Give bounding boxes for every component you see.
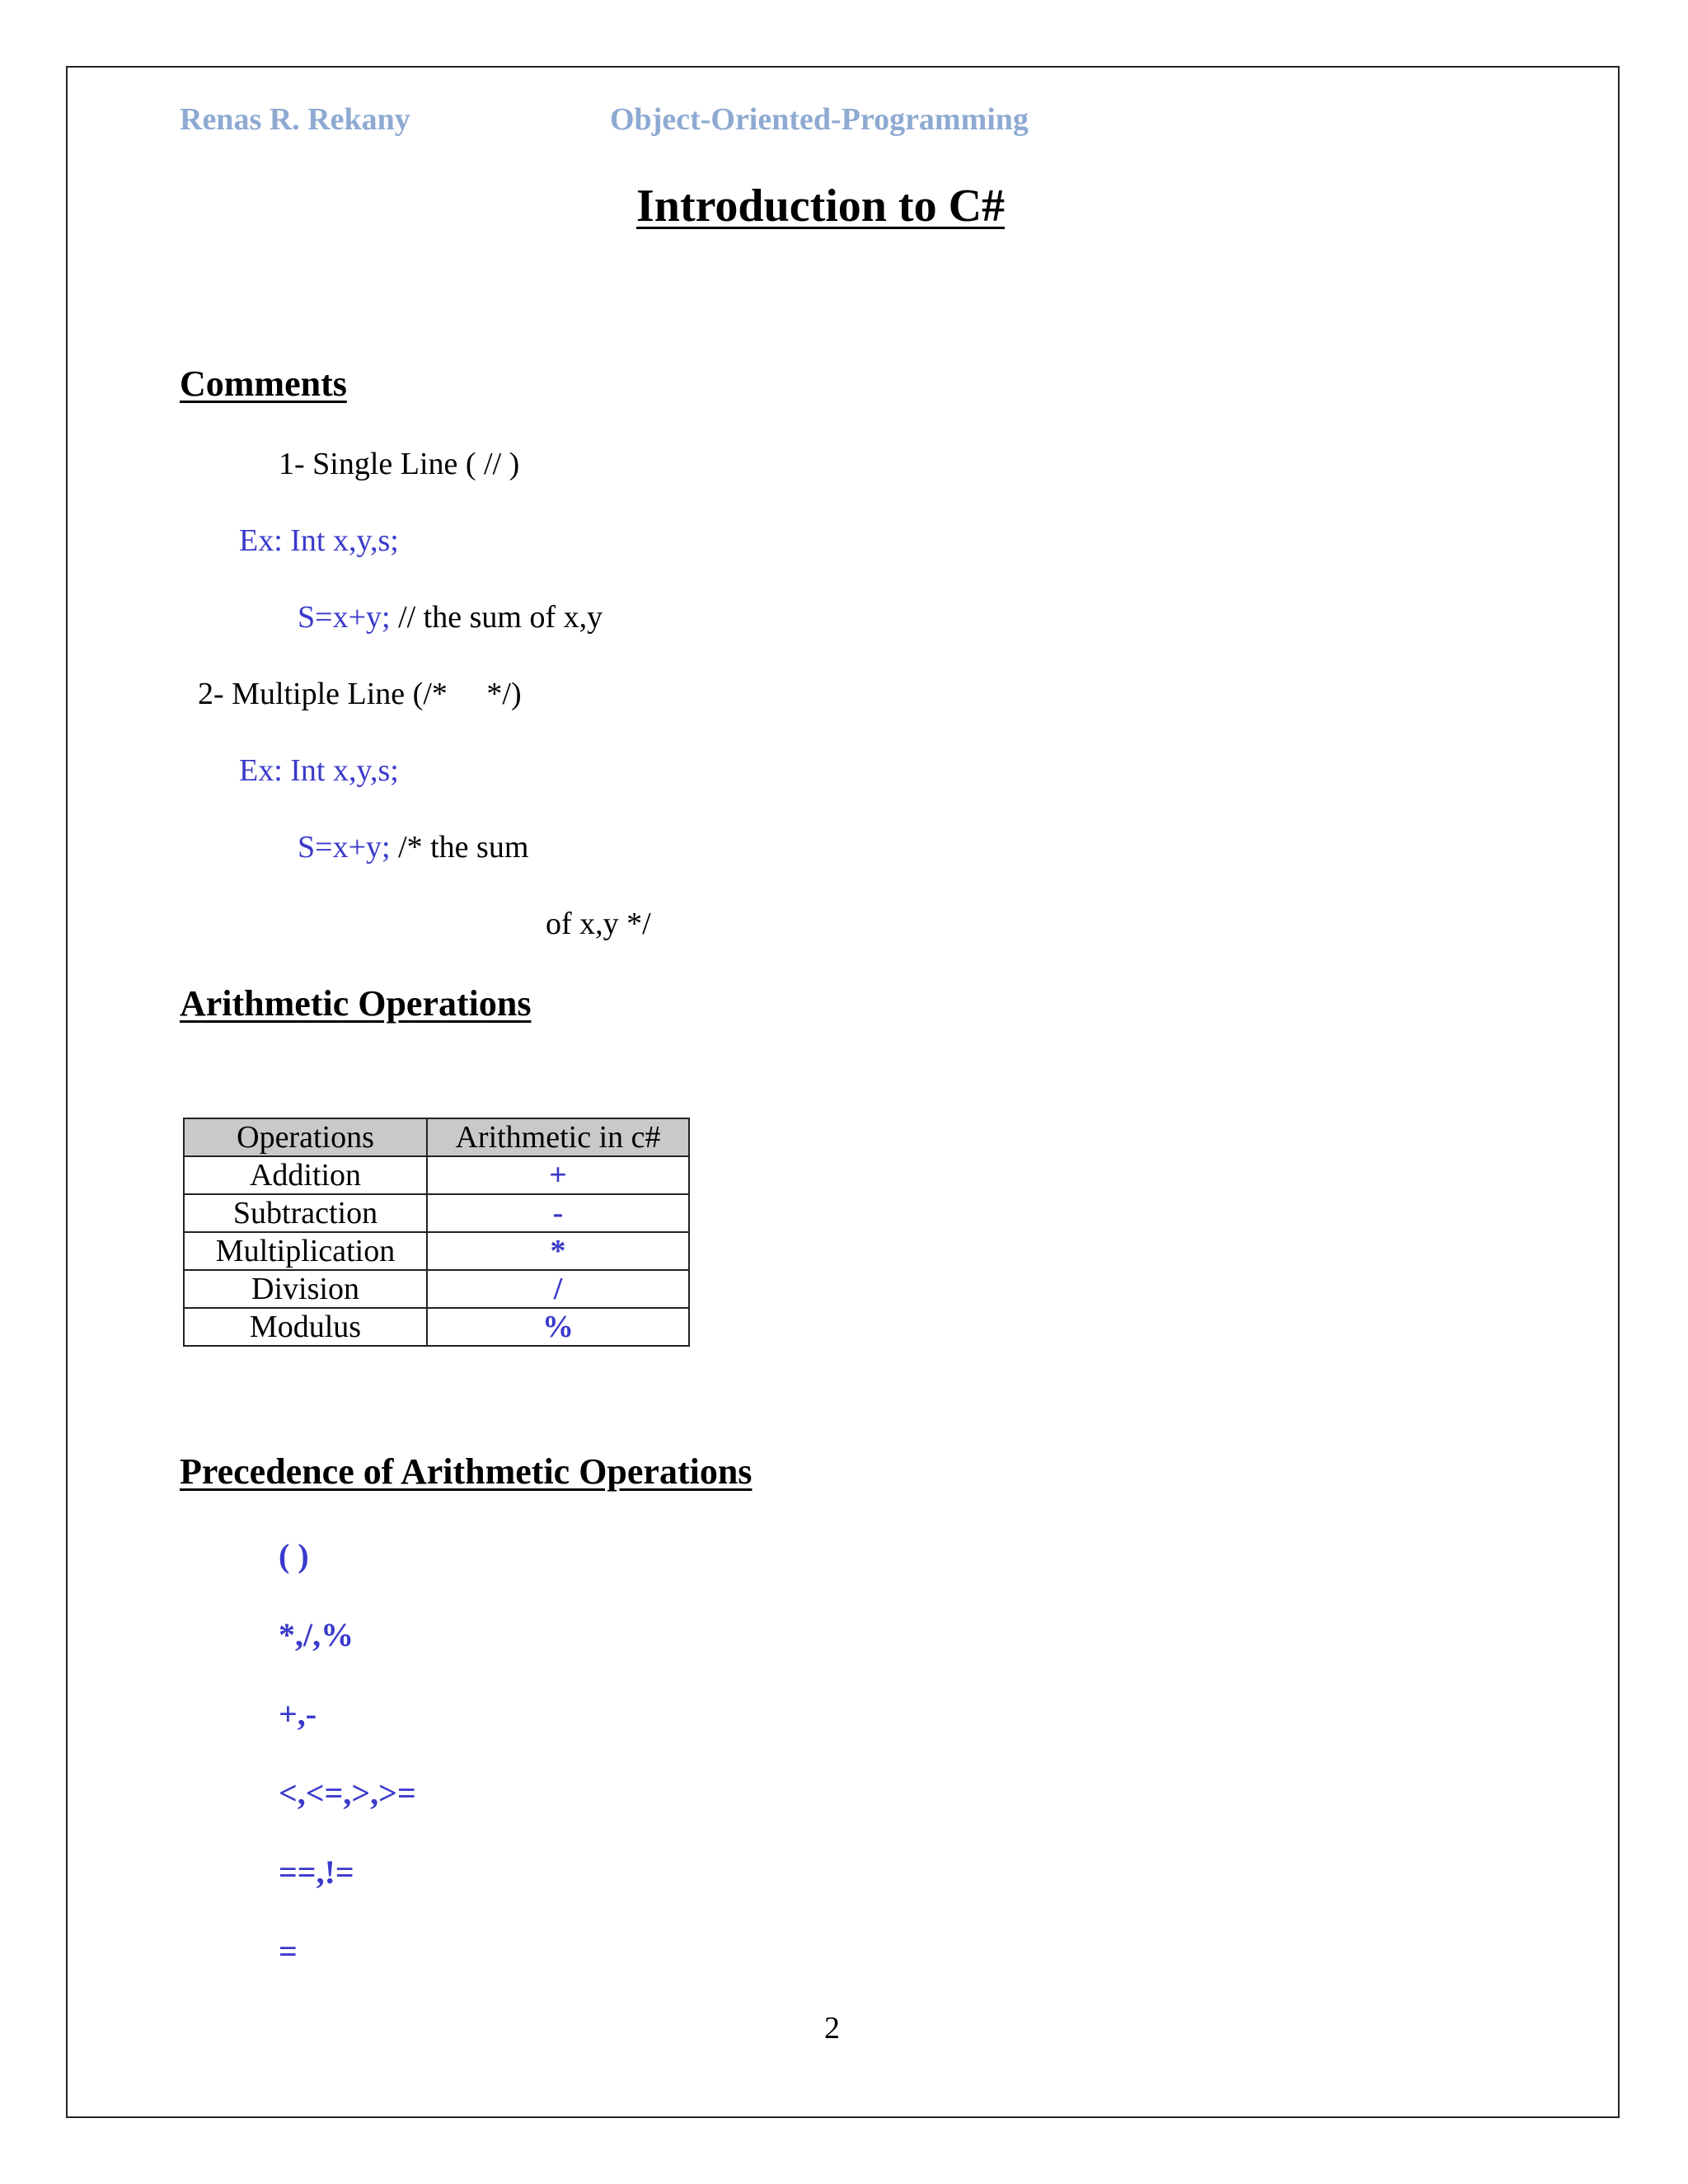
table-header-row: [184, 1118, 689, 1156]
precedence-level-6: =: [279, 1933, 298, 1970]
header-course: Object-Oriented-Programming: [610, 102, 1029, 137]
example-1-line-2: [298, 602, 603, 633]
example-2-code: S=x+y;: [298, 830, 391, 865]
example-2-comment: /* the sum: [390, 830, 529, 865]
precedence-level-1: ( ): [279, 1537, 309, 1574]
operation-symbol: *: [427, 1232, 689, 1270]
operation-name: Multiplication: [184, 1232, 427, 1270]
operation-name: Subtraction: [184, 1194, 427, 1232]
precedence-level-2: *,/,%: [279, 1616, 354, 1653]
arithmetic-heading: Arithmetic Operations: [180, 983, 532, 1024]
precedence-level-5: ==,!=: [279, 1854, 354, 1891]
operation-name: Modulus: [184, 1308, 427, 1346]
operation-name: Division: [184, 1270, 427, 1308]
comments-heading: Comments: [180, 363, 347, 404]
arithmetic-table: [183, 1118, 690, 1347]
example-1-comment: // the sum of x,y: [390, 600, 603, 635]
operation-symbol: -: [427, 1194, 689, 1232]
example-1-code: S=x+y;: [298, 600, 391, 635]
operation-symbol: %: [427, 1308, 689, 1346]
table-row: [184, 1194, 689, 1232]
table-row: [184, 1270, 689, 1308]
page-number: 2: [824, 2011, 840, 2046]
precedence-level-4: <,<=,>,>=: [279, 1774, 416, 1811]
precedence-heading: Precedence of Arithmetic Operations: [180, 1451, 753, 1492]
operation-name: Addition: [184, 1156, 427, 1194]
table-row: [184, 1156, 689, 1194]
table-header-operations: Operations: [184, 1118, 427, 1156]
precedence-level-3: +,-: [279, 1695, 317, 1732]
page-title: Introduction to C#: [636, 180, 1006, 232]
header-author: Renas R. Rekany: [180, 102, 410, 137]
multi-line-label: 2- Multiple Line (/* */): [198, 677, 522, 711]
example-2-line-3: of x,y */: [546, 907, 651, 941]
operation-symbol: +: [427, 1156, 689, 1194]
example-1-line-1: Ex: Int x,y,s;: [239, 523, 399, 558]
table-row: [184, 1308, 689, 1346]
single-line-label: 1- Single Line ( // ): [279, 447, 520, 481]
operation-symbol: /: [427, 1270, 689, 1308]
table-row: [184, 1232, 689, 1270]
example-2-line-1: Ex: Int x,y,s;: [239, 753, 399, 788]
table-header-arithmetic: Arithmetic in c#: [427, 1118, 689, 1156]
example-2-line-2: [298, 832, 528, 863]
